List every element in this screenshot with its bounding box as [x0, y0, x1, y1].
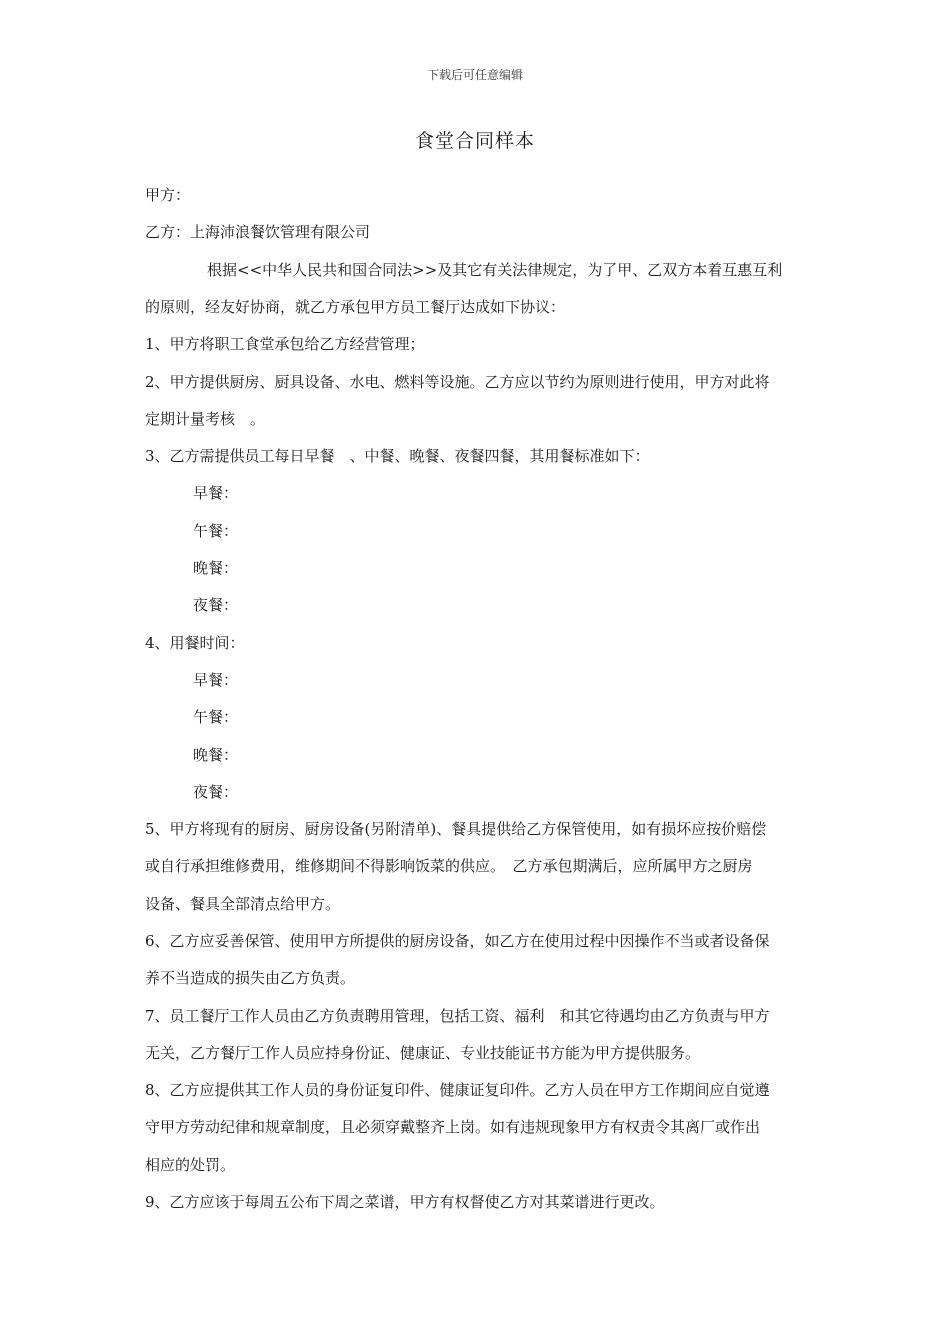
meal-standard-lunch: 午餐：: [193, 522, 239, 540]
clause-8-line-2: 守甲方劳动纪律和规章制度，且必须穿戴整齐上岗。如有违规现象甲方有权责令其离厂或作出: [145, 1118, 761, 1136]
clause-4: 4、用餐时间：: [145, 634, 245, 652]
clause-9: 9、乙方应该于每周五公布下周之菜谱，甲方有权督使乙方对其菜谱进行更改。: [145, 1193, 665, 1211]
clause-2-line-1: 2、甲方提供厨房、厨具设备、水电、燃料等设施。乙方应以节约为原则进行使用，甲方对此将: [145, 373, 770, 391]
clause-8-line-3: 相应的处罚。: [145, 1156, 236, 1174]
meal-standard-night: 夜餐：: [193, 596, 239, 614]
clause-5-line-2: 或自行承担维修费用，维修期间不得影响饭菜的供应。 乙方承包期满后，应所属甲方之厨房: [145, 857, 753, 875]
clause-3: 3、乙方需提供员工每日早餐 、中餐、晚餐、夜餐四餐，其用餐标准如下：: [145, 447, 650, 465]
clause-5-line-1: 5、甲方将现有的厨房、厨房设备(另附清单)、餐具提供给乙方保管使用，如有损坏应按价赔偿: [145, 820, 767, 838]
meal-time-breakfast: 早餐：: [193, 671, 239, 689]
clause-6-line-1: 6、乙方应妥善保管、使用甲方所提供的厨房设备，如乙方在使用过程中因操作不当或者设备保: [145, 932, 770, 950]
clause-6-line-2: 养不当造成的损失由乙方负责。: [145, 969, 356, 987]
party-a-line: 甲方：: [145, 186, 191, 204]
meal-time-night: 夜餐：: [193, 783, 239, 801]
party-b-line: 乙方：上海沛浪餐饮管理有限公司: [145, 223, 371, 241]
clause-8-line-1: 8、乙方应提供其工作人员的身份证复印件、健康证复印件。乙方人员在甲方工作期间应自觉遵: [145, 1081, 770, 1099]
clause-1: 1、甲方将职工食堂承包给乙方经营管理；: [145, 335, 425, 353]
meal-standard-dinner: 晚餐：: [193, 559, 239, 577]
meal-time-lunch: 午餐：: [193, 708, 239, 726]
clause-2-line-2: 定期计量考核 。: [145, 410, 266, 428]
header-note: 下载后可任意编辑: [426, 68, 523, 82]
preamble-line-1: 根据<<中华人民共和国合同法>>及其它有关法律规定，为了甲、乙双方本着互惠互利: [207, 261, 783, 279]
document-title: 食堂合同样本: [414, 130, 535, 152]
clause-7-line-2: 无关，乙方餐厅工作人员应持身份证、健康证、专业技能证书方能为甲方提供服务。: [145, 1044, 701, 1062]
clause-5-line-3: 设备、餐具全部清点给甲方。: [145, 895, 341, 913]
preamble-line-2: 的原则，经友好协商，就乙方承包甲方员工餐厅达成如下协议：: [145, 298, 566, 316]
meal-time-dinner: 晚餐：: [193, 746, 239, 764]
meal-standard-breakfast: 早餐：: [193, 484, 239, 502]
clause-7-line-1: 7、员工餐厅工作人员由乙方负责聘用管理，包括工资、福利 和其它待遇均由乙方负责与甲方: [145, 1007, 770, 1025]
